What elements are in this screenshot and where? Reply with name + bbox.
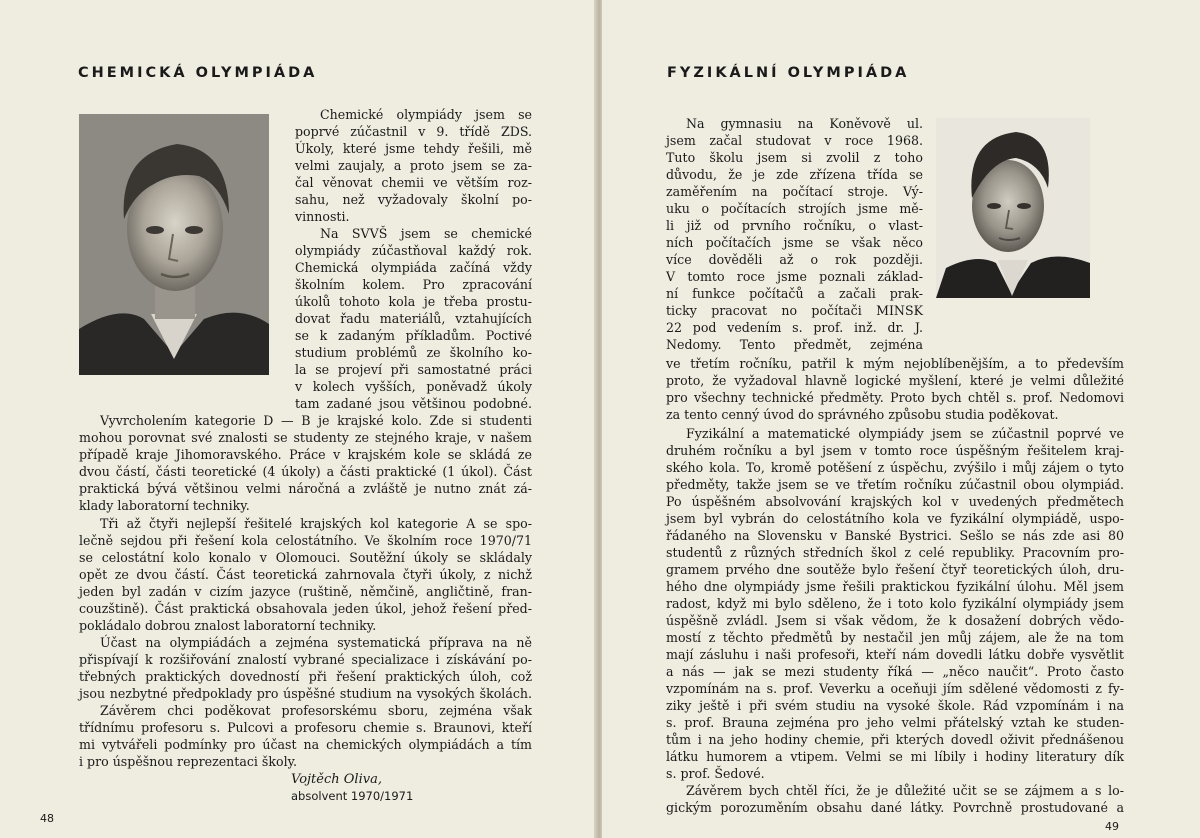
text-line: ve třetím ročníku, patřil k mým nejoblíbenějším, a to především — [666, 356, 1124, 371]
text-line: Vyvrcholením kategorie D — B je krajské kolo. Zde si studenti — [100, 413, 532, 428]
text-line: Účast na olympiádách a zejména systematická příprava na ně — [100, 635, 532, 650]
page-number: 49 — [1105, 820, 1119, 833]
text-line: ticky pracovat no počítači MINSK — [666, 303, 923, 318]
text-line: druhém ročníku a byl jsem v tomto roce úspěšným řešitelem kraj- — [666, 443, 1124, 458]
text-line: zaměřením na počítací stroje. Vý- — [666, 184, 923, 199]
text-line: opět ze dvou částí. Část teoretická zahrnovala čtyři úkoly, z nichž — [79, 567, 532, 582]
text-line: jsem byl vybrán do celostátního kola ve fyzikální olympiádě, uspo- — [666, 511, 1124, 526]
student-portrait-photo — [79, 114, 269, 375]
text-line: třídnímu profesoru s. Pulcovi a profesoru chemie s. Braunovi, kteří — [79, 720, 532, 735]
page-heading: FYZIKÁLNÍ OLYMPIÁDA — [667, 65, 910, 81]
page-heading: CHEMICKÁ OLYMPIÁDA — [78, 65, 318, 81]
text-line: jsem začal studovat v roce 1968. — [666, 133, 923, 148]
text-line: Nedomy. Tento předmět, zejména — [666, 337, 923, 352]
text-line: více dověděli až o rok později. — [666, 252, 923, 267]
text-line: ziky ještě i při svém studiu na vysoké škole. Rád vzpomínám i na — [666, 698, 1124, 713]
text-line: mají zásluhu i naši profesoři, kteří nám dovedli látku dobře vysvětlit — [666, 647, 1124, 662]
text-line: studentů z různých středních škol z celé republiky. Pracovním pro- — [666, 545, 1124, 560]
author-graduation: absolvent 1970/1971 — [291, 789, 414, 803]
text-line: třebných praktických dovedností při řešení praktických úloh, což — [79, 669, 532, 684]
text-line: velmi zaujaly, a proto jsem se za- — [295, 158, 532, 173]
text-line: radost, když mi bylo sděleno, že i toto kolo fyzikální olympiády jsem — [666, 596, 1124, 611]
text-line: Chemické olympiády jsem se — [320, 107, 532, 122]
text-line: uku o počítacích strojích jsme mě- — [666, 201, 923, 216]
text-line: Na SVVŠ jsem se chemické — [320, 226, 532, 241]
text-line: V tomto roce jsme poznali základ- — [666, 269, 923, 284]
text-line: olympiády zúčastňoval každý rok. — [295, 243, 532, 258]
text-line: předměty, takže jsem se ve třetím ročníku zúčastnil obou olympiád. — [666, 477, 1124, 492]
text-line: mostí z těchto předmětů by nestačil jen můj zájem, ale že na tom — [666, 630, 1124, 645]
text-line: pro všechny technické předměty. Proto bych chtěl s. prof. Nedomovi — [666, 390, 1124, 405]
text-line: praktická bývá většinou velmi náročná a zvláště je nutno znát zá- — [79, 481, 532, 496]
text-line: vzpomínám na s. prof. Veverku a oceňuji jím sdělené vědomosti z fy- — [666, 681, 1124, 696]
text-line: se celostátní kolo konalo v Olomouci. Soutěžní úkoly se skládaly — [79, 550, 532, 565]
text-line: se k zadaným příkladům. Poctivé — [295, 328, 532, 343]
text-line: hého dne olympiády jsme řešili praktickou fyzikální úlohu. Měl jsem — [666, 579, 1124, 594]
text-line: 22 pod vedením s. prof. inž. dr. J. — [666, 320, 923, 335]
author-name: Vojtěch Oliva, — [291, 772, 382, 787]
text-line: za tento cenný úvod do správného způsobu studia poděkovat. — [666, 407, 1059, 422]
text-line: s. prof. Brauna zejména pro jeho velmi přátelský vztah ke studen- — [666, 715, 1124, 730]
text-line: školním kolem. Pro zpracování — [295, 277, 532, 292]
text-line: Chemická olympiáda začíná vždy — [295, 260, 532, 275]
text-line: li již od prvního ročníku, o vlast- — [666, 218, 923, 233]
left-page — [0, 0, 598, 838]
text-line: Fyzikální a matematické olympiády jsem se zúčastnil poprvé ve — [686, 426, 1124, 441]
text-line: lečně sejdou při řešení kola celostátního. Ve školním roce 1970/71 — [79, 533, 532, 548]
text-line: v kolech vyšších, poněvadž úkoly — [295, 379, 532, 394]
text-line: poprvé zúčastnil v 9. třídě ZDS. — [295, 124, 532, 139]
text-line: Závěrem bych chtěl říci, že je důležité učit se se zájmem a s lo- — [686, 783, 1124, 798]
text-line: mohou porovnat své znalosti se studenty ze stejného kraje, v našem — [79, 430, 532, 445]
text-line: gickým porozuměním obsahu dané látky. Povrchně prostudované a — [666, 800, 1124, 815]
text-line: proto, že vyžadoval hlavně logické myšlení, které je velmi důležité — [666, 373, 1124, 388]
text-line: důvodu, že je zde zřízena třída se — [666, 167, 923, 182]
text-line: studium problémů ze školního ko- — [295, 345, 532, 360]
text-line: Na gymnasiu na Koněvově ul. — [686, 116, 923, 131]
text-line: la se projeví při samostatné práci — [295, 362, 532, 377]
text-line: a nás — jak se mezi studenty říká — „něco naučit“. Proto často — [666, 664, 1124, 679]
text-line: úkolů tohoto kola je třeba prostu- — [295, 294, 532, 309]
text-line: gramem prvého dne soutěže bylo řešení čtyř teoretických úloh, dru- — [666, 562, 1124, 577]
text-line: Úkoly, které jsme tehdy řešili, mě — [295, 141, 532, 156]
text-line: jeden byl zadán v cizím jazyce (ruštině, němčině, angličtině, fran- — [79, 584, 532, 599]
text-line: s. prof. Šedové. — [666, 766, 765, 781]
text-line: sahu, než vyžadovaly školní po- — [295, 192, 532, 207]
text-line: Tuto školu jsem si zvolil z toho — [666, 150, 923, 165]
student-portrait-photo — [936, 118, 1090, 298]
text-line: mi vytvářeli podmínky pro účast na chemických olympiádách a tím — [79, 737, 532, 752]
right-page — [602, 0, 1200, 838]
text-line: i pro úspěšnou reprezentaci školy. — [79, 754, 298, 769]
text-line: ních počítačích jsme se však něco — [666, 235, 923, 250]
text-line: jsou nezbytné předpoklady pro úspěšné studium na vysokých školách. — [79, 686, 532, 701]
text-line: dvou částí, části teoretické (4 úkoly) a části praktické (1 úkol). Část — [79, 464, 532, 479]
text-line: přispívají k rozšiřování znalostí vybrané specializace i získávání po- — [79, 652, 532, 667]
text-line: čal věnovat chemii ve větším roz- — [295, 175, 532, 190]
text-line: řádaného na Slovensku v Banské Bystrici. Sešlo se nás zde asi 80 — [666, 528, 1124, 543]
text-line: tam zadané jsou většinou podobné. — [295, 396, 532, 411]
text-line: Závěrem chci poděkovat profesorskému sboru, zejména však — [100, 703, 532, 718]
text-line: klady laboratorní techniky. — [79, 498, 250, 513]
text-line: Po úspěšném absolvování krajských kol v uvedených předmětech — [666, 494, 1124, 509]
text-line: ského kola. To, kromě potěšení z úspěchu, zvýšilo i můj zájem o tyto — [666, 460, 1124, 475]
text-line: pokládalo dobrou znalost laboratorní techniky. — [79, 618, 377, 633]
text-line: dovat řadu materiálů, vztahujících — [295, 311, 532, 326]
text-line: ní funkce počítačů a začali prak- — [666, 286, 923, 301]
text-line: tům i na jeho hodiny chemie, při kterých dovedl oživit přednášenou — [666, 732, 1124, 747]
text-line: případě kraje Jihomoravského. Práce v krajském kole se skládá ze — [79, 447, 532, 462]
text-line: látku humorem a vtipem. Velmi se mi líbily i hodiny literatury dík — [666, 749, 1124, 764]
text-line: couzštině). Část praktická obsahovala jeden úkol, jehož řešení před- — [79, 601, 532, 616]
page-number: 48 — [40, 812, 54, 825]
text-line: vinnosti. — [295, 209, 350, 224]
text-line: úspěšně zvládl. Jsem si však vědom, že k dosažení dobrých vědo- — [666, 613, 1124, 628]
text-line: Tři až čtyři nejlepší řešitelé krajských kol kategorie A se spo- — [100, 516, 532, 531]
